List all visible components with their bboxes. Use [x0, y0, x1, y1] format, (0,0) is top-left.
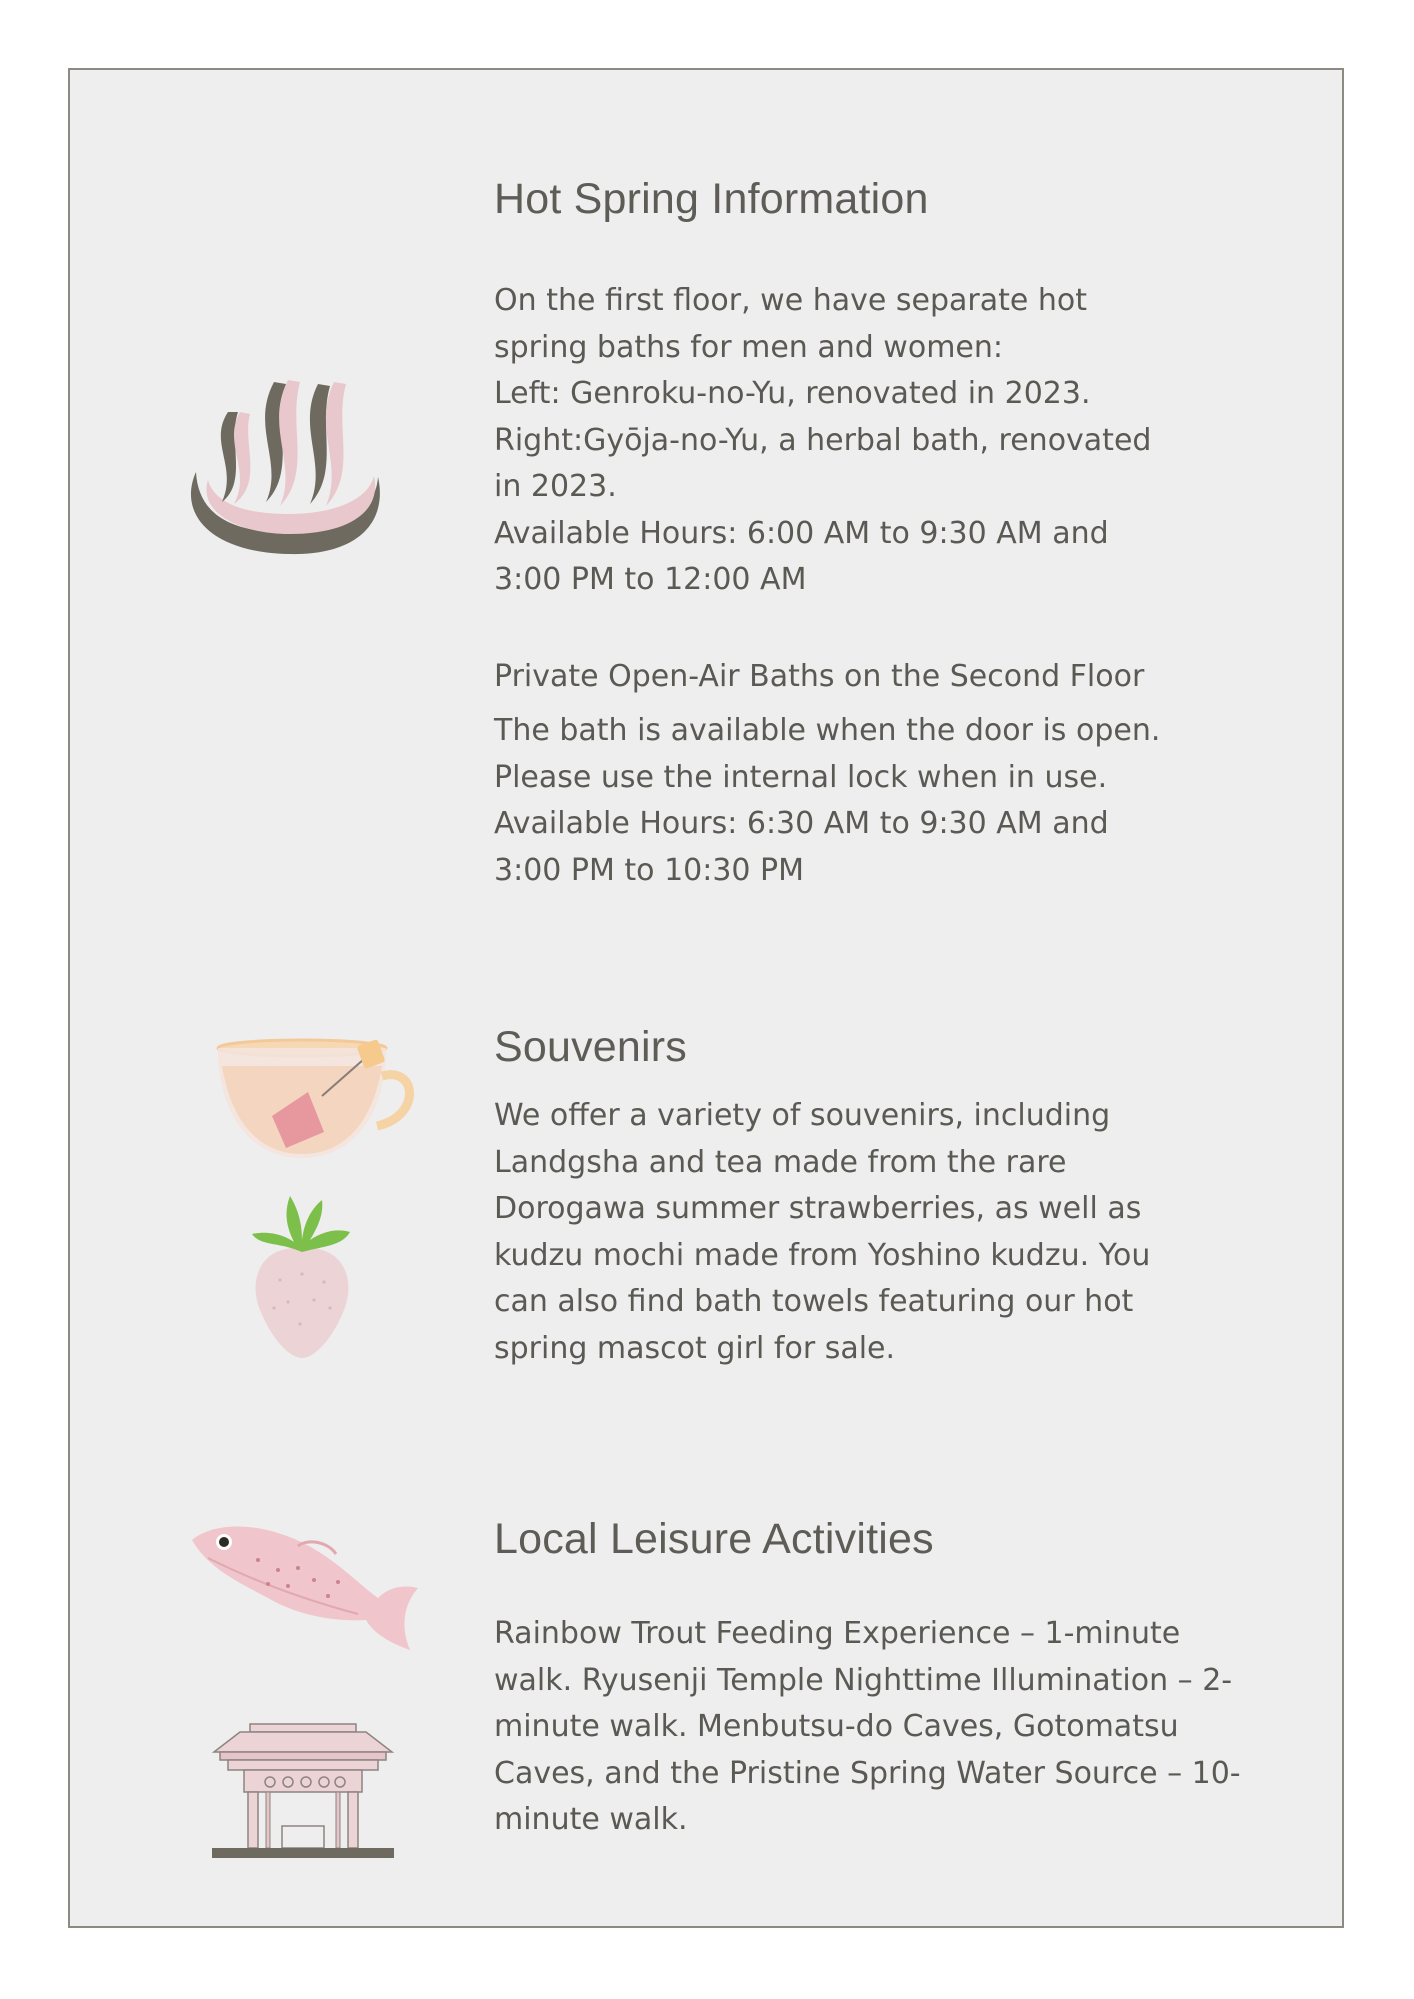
private-hours-line2: 3:00 PM to 10:30 PM [494, 852, 805, 888]
leisure-line: minute walk. [494, 1802, 688, 1837]
hot-spring-section [494, 175, 1254, 894]
souvenirs-line: Landgsha and tea made from the rare [494, 1144, 1067, 1180]
hot-spring-icon [178, 372, 388, 558]
private-bath-body [494, 708, 1254, 894]
hours-line2: 3:00 PM to 12:00 AM [494, 562, 807, 597]
trout-icon [188, 1518, 422, 1656]
leisure-line: walk. Ryusenji Temple Nighttime Illumination – 2- [494, 1662, 1233, 1698]
right-bath-line2: in 2023. [494, 469, 617, 504]
souvenirs-body [494, 1093, 1254, 1372]
souvenirs-line: kudzu mochi made from Yoshino kudzu. You [494, 1237, 1151, 1273]
souvenirs-line: spring mascot girl for sale. [494, 1330, 896, 1366]
strawberry-icon [250, 1190, 354, 1360]
left-bath-line: Left: Genroku-no-Yu, renovated in 2023. [494, 376, 1091, 411]
hot-spring-body [494, 278, 1254, 604]
souvenirs-line: We offer a variety of souvenirs, including [494, 1098, 1111, 1133]
private-hours-line1: Available Hours: 6:30 AM to 9:30 AM and [494, 806, 1109, 841]
private-line2: Please use the internal lock when in use. [494, 759, 1108, 795]
private-bath-title: Private Open-Air Baths on the Second Floor [494, 658, 1145, 694]
first-floor-line2: spring baths for men and women: [494, 329, 1003, 365]
hot-spring-title: Hot Spring Information [494, 175, 929, 223]
leisure-line: minute walk. Menbutsu-do Caves, Gotomatsu [494, 1709, 1179, 1744]
souvenirs-line: Dorogawa summer strawberries, as well as [494, 1191, 1142, 1226]
leisure-title: Local Leisure Activities [494, 1515, 934, 1563]
hours-line1: Available Hours: 6:00 AM to 9:30 AM and [494, 515, 1109, 551]
tea-cup-icon [212, 1036, 422, 1164]
first-floor-line1: On the first floor, we have separate hot [494, 283, 1088, 318]
leisure-body [494, 1611, 1254, 1844]
temple-gate-icon [210, 1722, 396, 1862]
right-bath-line1: Right:Gyōja-no-Yu, a herbal bath, renovated [494, 422, 1152, 458]
souvenirs-line: can also find bath towels featuring our hot [494, 1284, 1134, 1319]
private-line1: The bath is available when the door is open. [494, 713, 1161, 748]
souvenirs-section [494, 1023, 1254, 1372]
leisure-section [494, 1515, 1254, 1844]
souvenirs-title: Souvenirs [494, 1023, 688, 1071]
leisure-line: Rainbow Trout Feeding Experience – 1-minute [494, 1616, 1181, 1651]
leisure-line: Caves, and the Pristine Spring Water Source – 10- [494, 1755, 1241, 1791]
